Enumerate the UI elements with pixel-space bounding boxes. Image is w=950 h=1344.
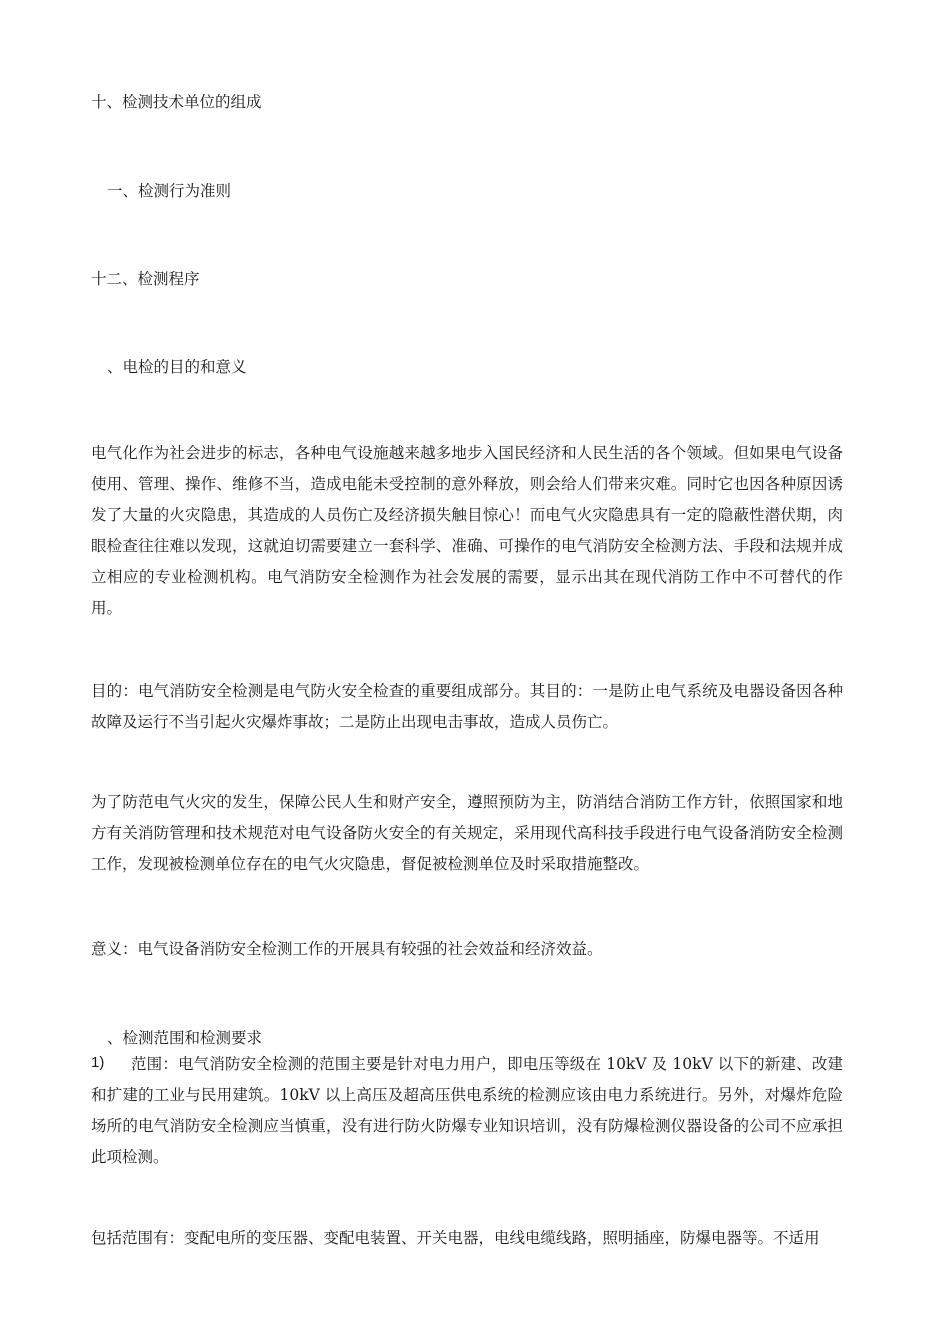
scope-item-number: 1): [91, 1054, 105, 1071]
significance-paragraph: 意义：电气设备消防安全检测工作的开展具有较强的社会效益和经济效益。: [91, 940, 603, 958]
section-heading-12: 十二、检测程序: [91, 270, 200, 288]
purpose-paragraph: 目的：电气消防安全检测是电气防火安全检查的重要组成部分。其目的：一是防止电气系统及电器设备因各种故障及运行不当引起火灾爆炸事故；二是防止出现电击事故，造成人员伤亡。: [91, 682, 843, 731]
scope-item-text: 范围：电气消防安全检测的范围主要是针对电力用户，即电压等级在 10kV 及 10kV 以下的新建、改建和扩建的工业与民用建筑。10kV 以上高压及超高压供电系统的检测应该由电力系统进行。另外，对爆炸危险场所的电气消防安全检测应当慎重，没有进行防火防爆专业知识培训，没有防爆检测仪器设备的公司不应承担此项检测。: [91, 1055, 843, 1166]
section-heading-11: 一、检测行为准则: [107, 182, 232, 200]
section-heading-10: 十、检测技术单位的组成: [91, 93, 262, 111]
subsection-heading-scope: 、检测范围和检测要求: [107, 1029, 263, 1047]
policy-paragraph: 为了防范电气火灾的发生，保障公民人生和财产安全，遵照预防为主，防消结合消防工作方针，依照国家和地方有关消防管理和技术规范对电气设备防火安全的有关规定，采用现代高科技手段进行电气设备消防安全检测工作，发现被检测单位存在的电气火灾隐患，督促被检测单位及时采取措施整改。: [91, 793, 843, 873]
intro-paragraph: 电气化作为社会进步的标志，各种电气设施越来越多地步入国民经济和人民生活的各个领域。但如果电气设备使用、管理、操作、维修不当，造成电能未受控制的意外释放，则会给人们带来灾难。同时它也因各种原因诱发了大量的火灾隐患，其造成的人员伤亡及经济损失触目惊心！而电气火灾隐患具有一定的隐蔽性潜伏期，肉眼检查往往难以发现，这就迫切需要建立一套科学、准确、可操作的电气消防安全检测方法、手段和法规并成立相应的专业检测机构。电气消防安全检测作为社会发展的需要，显示出其在现代消防工作中不可替代的作用。: [91, 444, 843, 617]
coverage-paragraph: 包括范围有：变配电所的变压器、变配电装置、开关电器，电线电缆线路，照明插座，防爆电器等。不适用: [91, 1229, 820, 1247]
subsection-heading-purpose: 、电检的目的和意义: [107, 358, 247, 376]
